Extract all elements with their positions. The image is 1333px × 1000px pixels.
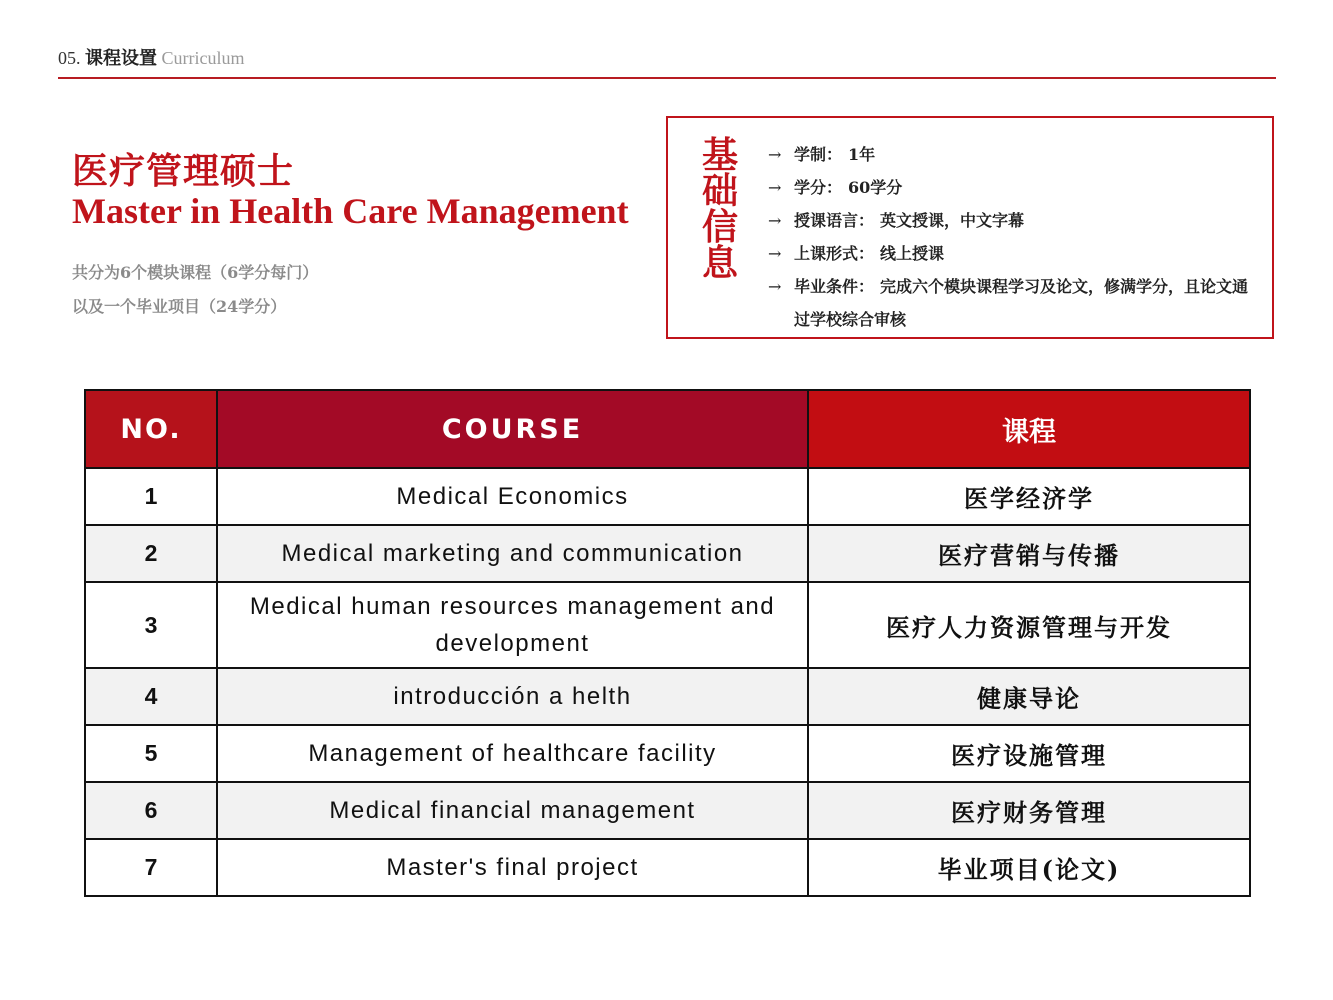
- basic-info-heading-char: 信: [701, 207, 738, 248]
- table-row: [85, 668, 1250, 725]
- info-item-label: 毕业条件：: [794, 277, 875, 296]
- course-name-cn: 医疗财务管理: [808, 782, 1250, 839]
- basic-info-heading: [698, 135, 742, 284]
- info-item-value: 线上授课: [880, 244, 945, 263]
- table-row: [85, 839, 1250, 896]
- program-subtitle-line2: 以及一个毕业项目（24学分）: [72, 297, 287, 316]
- course-number: 7: [85, 839, 217, 896]
- course-number: 4: [85, 668, 217, 725]
- info-item-format: [768, 237, 1263, 270]
- course-name-en: introducción a helth: [217, 668, 808, 725]
- arrow-right-icon: →: [768, 178, 782, 197]
- arrow-right-icon: →: [768, 244, 782, 263]
- column-header-course-cn: 课程: [808, 390, 1250, 468]
- course-name-cn: 医疗人力资源管理与开发: [808, 582, 1250, 668]
- section-number: 05.: [58, 48, 81, 68]
- basic-info-box: [666, 116, 1274, 339]
- header-divider: [58, 77, 1276, 79]
- course-number: 2: [85, 525, 217, 582]
- info-item-value: 完成六个模块课程学习及论文，修满学分，且论文通过学校综合审核: [794, 277, 1249, 329]
- course-name-en: Medical Economics: [217, 468, 808, 525]
- info-item-language: [768, 204, 1263, 237]
- program-title-cn: 医疗管理硕士: [72, 151, 295, 192]
- info-item-label: 授课语言：: [794, 211, 875, 230]
- info-item-label: 学分：: [794, 178, 843, 197]
- column-header-course: COURSE: [217, 390, 808, 468]
- course-number: 5: [85, 725, 217, 782]
- section-title-cn: 课程设置: [85, 48, 157, 68]
- course-name-cn: 健康导论: [808, 668, 1250, 725]
- info-item-duration: [768, 138, 1263, 171]
- section-title-en: Curriculum: [161, 48, 245, 68]
- program-subtitle-line1: 共分为6个模块课程（6学分每门）: [72, 263, 319, 282]
- info-item-credits: [768, 171, 1263, 204]
- basic-info-heading-char: 基: [701, 135, 738, 176]
- course-number: 1: [85, 468, 217, 525]
- course-number: 6: [85, 782, 217, 839]
- basic-info-list: [768, 138, 1263, 336]
- info-item-value: 英文授课，中文字幕: [880, 211, 1025, 230]
- course-number: 3: [85, 582, 217, 668]
- table-row: [85, 582, 1250, 668]
- course-name-cn: 毕业项目(论文): [808, 839, 1250, 896]
- section-header: [58, 44, 245, 70]
- basic-info-heading-char: 息: [701, 243, 738, 284]
- table-row: [85, 782, 1250, 839]
- info-item-label: 上课形式：: [794, 244, 875, 263]
- course-name-en: Medical marketing and communication: [217, 525, 808, 582]
- info-item-value: 1年: [848, 145, 876, 164]
- course-name-cn: 医疗设施管理: [808, 725, 1250, 782]
- table-header-row: [85, 390, 1250, 468]
- arrow-right-icon: →: [768, 145, 782, 164]
- info-item-value: 60学分: [848, 178, 903, 197]
- info-item-graduation: [768, 270, 1263, 336]
- arrow-right-icon: →: [768, 211, 782, 230]
- course-name-en: Medical financial management: [217, 782, 808, 839]
- basic-info-heading-char: 础: [701, 171, 738, 212]
- info-item-label: 学制：: [794, 145, 843, 164]
- program-title-en: Master in Health Care Management: [72, 191, 629, 231]
- column-header-no: NO.: [85, 390, 217, 468]
- course-name-cn: 医学经济学: [808, 468, 1250, 525]
- arrow-right-icon: →: [768, 277, 782, 296]
- course-name-en: Management of healthcare facility: [217, 725, 808, 782]
- table-row: [85, 725, 1250, 782]
- table-row: [85, 468, 1250, 525]
- table-row: [85, 525, 1250, 582]
- course-table: [84, 389, 1251, 897]
- course-name-en: Master's final project: [217, 839, 808, 896]
- course-name-en: Medical human resources management and development: [217, 582, 808, 668]
- course-name-cn: 医疗营销与传播: [808, 525, 1250, 582]
